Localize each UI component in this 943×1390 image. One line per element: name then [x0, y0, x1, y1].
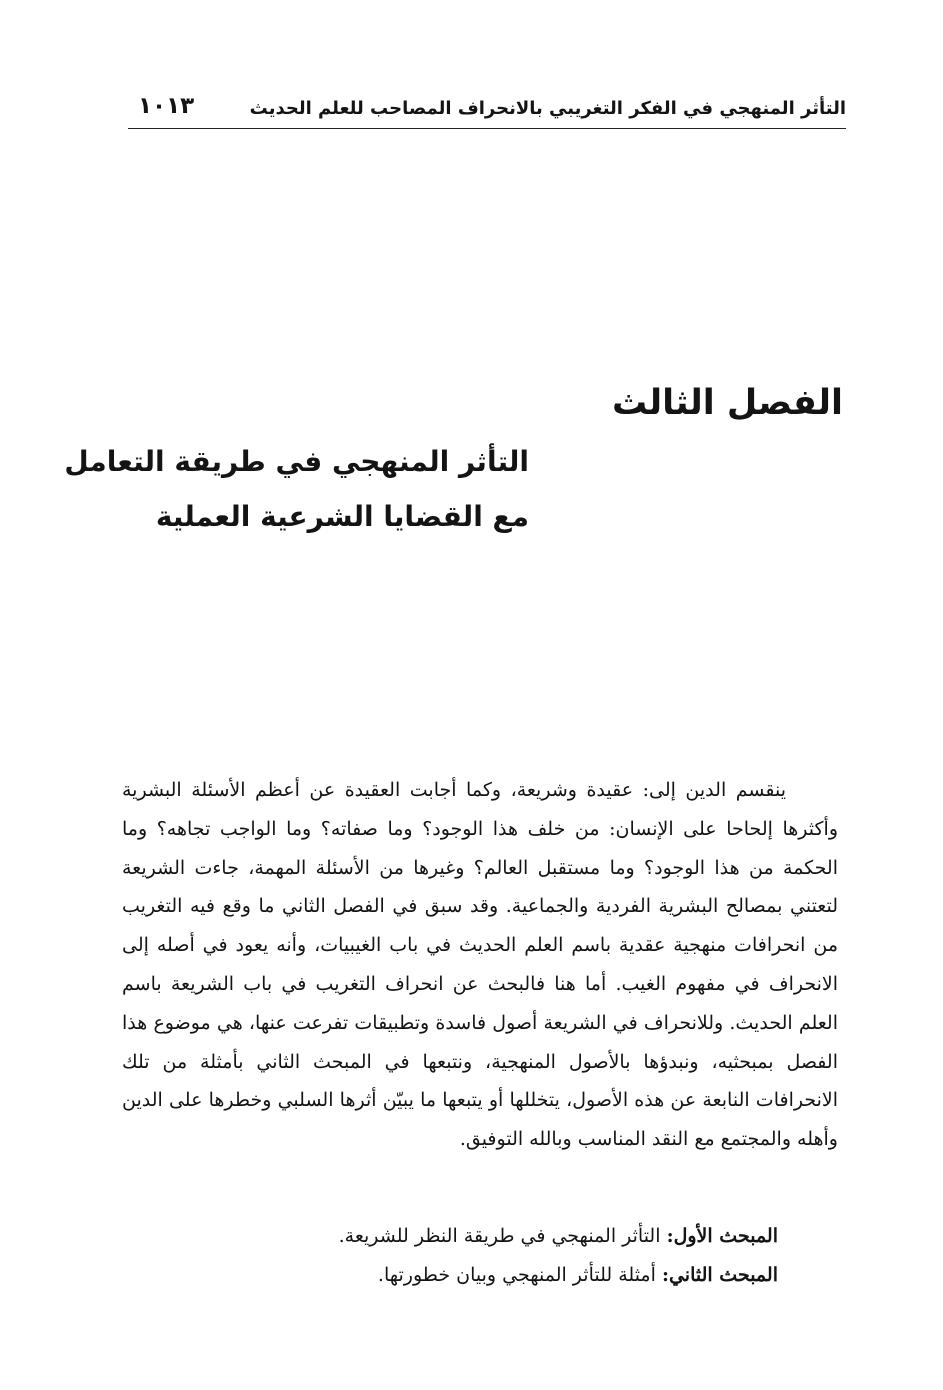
section-item-1: [118, 1217, 778, 1256]
page-number: ١٠١٣: [138, 93, 195, 119]
section-item-2: [118, 1256, 778, 1295]
running-header: [128, 92, 846, 129]
chapter-title-line-2: مع القضايا الشرعية العملية: [155, 500, 529, 533]
section-text-1: التأثر المنهجي في طريقة النظر للشريعة.: [338, 1225, 661, 1247]
chapter-title: [64, 434, 529, 544]
intro-paragraph: ينقسم الدين إلى: عقيدة وشريعة، وكما أجابت العقيدة عن أعظم الأسئلة البشرية وأكثرها إلحاحا على الإنسان: من خلف هذا الوجود؟ وما صفاته؟ وما الواجب تجاهه؟ وما الحكمة من هذا الوجود؟ وما مستقبل العالم؟ وغيرها من الأسئلة المهمة، جاءت الشريعة لتعتني بمصالح البشرية الفردية والجماعية. وقد سبق في الفصل الثاني ما وقع فيه التغريب من انحرافات منهجية عقدية باسم العلم الحديث في باب الغيبيات، وأنه يعود في أصله إلى الانحراف في مفهوم الغيب. أما هنا فالبحث عن انحراف التغريب في باب الشريعة باسم العلم الحديث. وللانحراف في الشريعة أصول فاسدة وتطبيقات تفرعت عنها، هي موضوع هذا الفصل بمبحثيه، ونبدؤها بالأصول المنهجية، ونتبعها في المبحث الثاني بأمثلة من تلك الانحرافات النابعة عن هذه الأصول، يتخللها أو يتبعها ما يبيّن أثرها السلبي وخطرها على الدين وأهله والمجتمع مع النقد المناسب وبالله التوفيق.: [122, 779, 838, 1151]
sections-list: [118, 1217, 778, 1295]
running-title: التأثر المنهجي في الفكر التغريبي بالانحراف المصاحب للعلم الحديث: [249, 98, 846, 119]
section-text-2: أمثلة للتأثر المنهجي وبيان خطورتها.: [377, 1263, 656, 1286]
section-label-2: المبحث الثاني:: [661, 1263, 778, 1286]
chapter-label: الفصل الثالث: [611, 383, 843, 423]
chapter-title-line-1: التأثر المنهجي في طريقة التعامل: [64, 445, 529, 478]
section-label-1: المبحث الأول:: [666, 1225, 778, 1247]
body-text: [122, 771, 838, 1159]
